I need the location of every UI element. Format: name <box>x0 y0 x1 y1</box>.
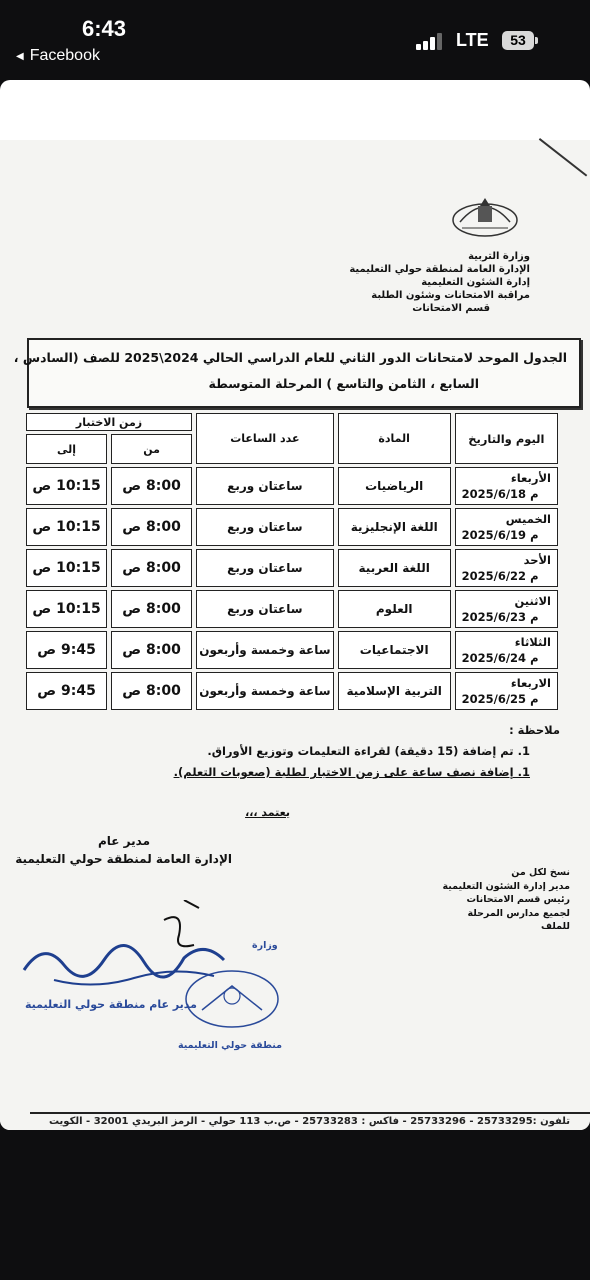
date-label: 2025/6/18 م <box>461 487 539 501</box>
hours-cell: ساعة وخمسة وأربعون <box>196 631 334 669</box>
cc-line: للملف <box>540 921 570 932</box>
header-line: وزارة التربية <box>468 251 530 262</box>
from-time-cell: 8:00 ص <box>111 672 192 710</box>
hours-cell: ساعتان وربع <box>196 590 334 628</box>
date-cell <box>455 631 558 669</box>
to-time-cell: 10:15 ص <box>26 590 107 628</box>
copy-to-block <box>400 866 570 934</box>
header-exam-time: زمن الاختبار <box>26 413 192 431</box>
stamp-caption: منطقة حولي التعليمية <box>178 1040 283 1051</box>
subject-cell: الاجتماعيات <box>338 631 451 669</box>
header-date: اليوم والتاريخ <box>455 413 558 464</box>
subject-cell: التربية الإسلامية <box>338 672 451 710</box>
header-line: مراقبة الامتحانات وشئون الطلبة <box>371 290 530 301</box>
subject-cell: الرياضيات <box>338 467 451 505</box>
date-label: 2025/6/23 م <box>461 610 539 624</box>
header-line: إدارة الشئون التعليمية <box>421 277 530 288</box>
date-cell <box>455 590 558 628</box>
table-row <box>26 590 558 628</box>
hours-cell: ساعتان وربع <box>196 508 334 546</box>
document-photo[interactable] <box>0 80 590 1130</box>
header-line: قسم الامتحانات <box>412 303 490 314</box>
back-arrow-icon: ◀ <box>16 50 24 62</box>
footer-divider <box>30 1112 590 1114</box>
note-item: 1. إضافة نصف ساعة على زمن الاختبار لطلبة (صعوبات التعلم). <box>173 765 530 779</box>
to-time-cell: 9:45 ص <box>26 631 107 669</box>
hours-cell: ساعتان وربع <box>196 549 334 587</box>
date-label: 2025/6/25 م <box>461 692 539 706</box>
cc-line: نسخ لكل من <box>511 867 570 878</box>
title-line-1: الجدول الموحد لامتحانات الدور الثاني للعام الدراسي الحالي 2024\2025 للصف (السادس ، <box>13 350 567 365</box>
signal-strength-icon <box>416 30 446 50</box>
ministry-header <box>290 250 530 315</box>
notes-section <box>70 720 560 783</box>
header-hours: عدد الساعات <box>196 413 334 464</box>
from-time-cell: 8:00 ص <box>111 631 192 669</box>
hours-cell: ساعتان وربع <box>196 467 334 505</box>
table-row <box>26 631 558 669</box>
back-app-label: Facebook <box>29 47 100 64</box>
notes-title: ملاحظة : <box>509 723 560 737</box>
date-cell <box>455 508 558 546</box>
from-time-cell: 8:00 ص <box>111 549 192 587</box>
day-label: الأربعاء <box>510 471 551 485</box>
battery-tip <box>535 37 538 44</box>
header-subject: المادة <box>338 413 451 464</box>
ministry-emblem-icon <box>450 192 520 238</box>
date-label: 2025/6/19 م <box>461 528 539 542</box>
day-label: الاربعاء <box>510 676 551 690</box>
to-time-cell: 9:45 ص <box>26 672 107 710</box>
table-row <box>26 508 558 546</box>
back-to-app-link[interactable] <box>16 47 100 65</box>
to-time-cell: 10:15 ص <box>26 549 107 587</box>
cc-line: مدير إدارة الشئون التعليمية <box>442 880 570 892</box>
day-label: الخميس <box>505 512 551 526</box>
clock: 6:43 <box>82 16 127 41</box>
battery-icon: 53 <box>502 31 534 50</box>
table-header-row <box>26 413 558 431</box>
date-cell <box>455 467 558 505</box>
exam-schedule-table <box>22 410 562 713</box>
date-label: 2025/6/22 م <box>461 569 539 583</box>
director-org: الإدارة العامة لمنطقة حولي التعليمية <box>15 852 232 866</box>
from-time-cell: 8:00 ص <box>111 508 192 546</box>
stamp-label-top: وزارة <box>252 940 278 951</box>
title-line-2: السابع ، الثامن والتاسع ) المرحلة المتوسطة <box>208 376 479 391</box>
hours-cell: ساعة وخمسة وأربعون <box>196 672 334 710</box>
subject-cell: العلوم <box>338 590 451 628</box>
note-item: 1. تم إضافة (15 دقيقة) لقراءة التعليمات وتوزيع الأوراق. <box>207 744 530 758</box>
network-type: LTE <box>456 30 489 50</box>
header-to: إلى <box>26 434 107 464</box>
table-row <box>26 549 558 587</box>
status-bar <box>0 0 590 80</box>
footer-contact: تلفون :25733295 - 25733296 - فاكس : 25733283 - ص.ب 113 حولي - الرمز البريدي 32001 - الكويت <box>48 1116 570 1127</box>
cc-line: رئيس قسم الامتحانات <box>466 894 570 905</box>
subject-cell: اللغة الإنجليزية <box>338 508 451 546</box>
date-label: 2025/6/24 م <box>461 651 539 665</box>
signature-caption: مدير عام منطقة حولي التعليمية <box>25 998 197 1011</box>
to-time-cell: 10:15 ص <box>26 467 107 505</box>
director-title: مدير عام <box>97 834 150 848</box>
date-cell <box>455 672 558 710</box>
day-label: الثلاثاء <box>514 635 551 649</box>
day-label: الاثنين <box>514 594 551 608</box>
table-row <box>26 672 558 710</box>
header-line: الإدارة العامة لمنطقة حولي التعليمية <box>349 264 530 275</box>
cc-line: لجميع مدارس المرحلة <box>467 907 570 919</box>
official-stamp-icon <box>182 966 282 1032</box>
day-label: الأحد <box>523 553 551 567</box>
from-time-cell: 8:00 ص <box>111 467 192 505</box>
subject-cell: اللغة العربية <box>338 549 451 587</box>
to-time-cell: 10:15 ص <box>26 508 107 546</box>
approval-text: يعتمد ،،، <box>245 806 290 819</box>
schedule-title-box <box>13 338 581 408</box>
from-time-cell: 8:00 ص <box>111 590 192 628</box>
table-row <box>26 467 558 505</box>
header-from: من <box>111 434 192 464</box>
date-cell <box>455 549 558 587</box>
